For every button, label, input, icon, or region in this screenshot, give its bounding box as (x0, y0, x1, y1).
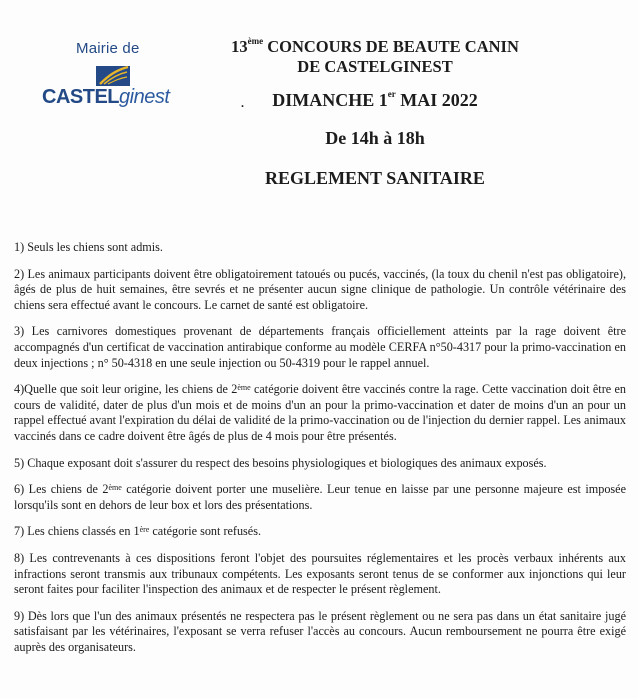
header-title-line1 (180, 37, 570, 57)
rule-4-end: catégorie doivent être vaccinés contre la rage. Cette vaccination doit être en cours de validité, dater de plus d'un mois et de moins d'un an pour la primo-vaccination et dater de moins d'un an pour un rappel effectué avant l'expiration du délai de validité de la primo-vaccination ou de l'injection du dernier rappel. Les animaux vaccinés dans ce cadre doivent être âgés de plus de 4 mois pour être présentés. (14, 382, 626, 443)
logo-top-text: Mairie de (76, 40, 140, 57)
rule-9: 9) Dès lors que l'un des animaux présentés ne respectera pas le présent règlement ou ne sera pas dans un état sanitaire jugé satisfaisant par les vétérinaires, l'exposant se verra refuser l'accès au concours. Aucun remboursement ne pourra être exigé auprès des organisateurs. (14, 608, 626, 654)
rule-3: 3) Les carnivores domestiques provenant de départements français officiellement atteints par la rage doivent être accompagnés d'un certificat de vaccination antirabique conforme au modèle CERFA n°50-4317 pour la primo-vaccination en deux injections ; n° 50-4318 en une seule injection ou 50-4319 pour le rappel annuel. (14, 324, 626, 370)
rule-2: 2) Les animaux participants doivent être obligatoirement tatoués ou pucés, vaccinés, (la toux du chenil n'est pas obligatoire), âgés de plus de huit semaines, être sevrés et ne présenter aucun signe clinique de pathologie. Un contrôle vétérinaire des chiens sera effectué avant le concours. Le carnet de santé est obligatoire. (14, 266, 626, 312)
header-edition-number: 13 (231, 37, 248, 56)
header-edition-suffix: ème (247, 36, 264, 46)
logo-castel: CASTEL (42, 86, 119, 108)
wheat-emblem-icon (94, 62, 134, 88)
rule-8: 8) Les contrevenants à ces dispositions feront l'objet des poursuites réglementaires et les procès verbaux inhérents aux infractions seront transmis aux tribunaux compétents. Les exposants seront tenus de se conformer aux injonctions qui leur seront faites pour faciliter l'inspection des animaux et de respecter le présent règlement. (14, 550, 626, 597)
rule-6-start: 6) Les chiens de 2 (14, 482, 109, 497)
logo-ginest: ginest (119, 86, 170, 108)
rule-1: 1) Seuls les chiens sont admis. (14, 240, 163, 254)
rule-4 (14, 382, 626, 444)
header-date-suffix: er (387, 89, 396, 99)
header-title-text: CONCOURS DE BEAUTE CANIN (263, 37, 519, 56)
rule-6 (14, 482, 626, 513)
header-hours: De 14h à 18h (325, 128, 425, 148)
rule-6-sup: ème (108, 483, 122, 493)
rules-body (14, 240, 626, 666)
rule-4-start: 4)Quelle que soit leur origine, les chiens de 2 (14, 382, 238, 397)
header-date (180, 90, 570, 111)
rule-4-sup: ème (237, 383, 251, 393)
rule-7-end: catégorie sont refusés. (149, 524, 262, 539)
rule-7-start: 7) Les chiens classés en 1 (14, 524, 140, 539)
rule-6-end: catégorie doivent porter une muselière. Leur tenue en laisse par une personne majeure est imposée lorsqu'ils sont en dehors de leur box et lors des présentations. (14, 482, 626, 512)
mairie-logo (42, 40, 182, 115)
header-rules-title: REGLEMENT SANITAIRE (265, 168, 485, 188)
rule-7 (14, 524, 626, 540)
rule-5: 5) Chaque exposant doit s'assurer du respect des besoins physiologiques et biologiques des animaux exposés. (14, 455, 547, 470)
header-date-day: DIMANCHE 1 (272, 90, 388, 110)
rule-7-sup: ère (139, 525, 150, 535)
header-date-month: MAI 2022 (395, 90, 478, 110)
header-title-line2: DE CASTELGINEST (297, 57, 453, 76)
stray-mark: . (241, 96, 244, 110)
logo-bottom-text (42, 86, 169, 109)
